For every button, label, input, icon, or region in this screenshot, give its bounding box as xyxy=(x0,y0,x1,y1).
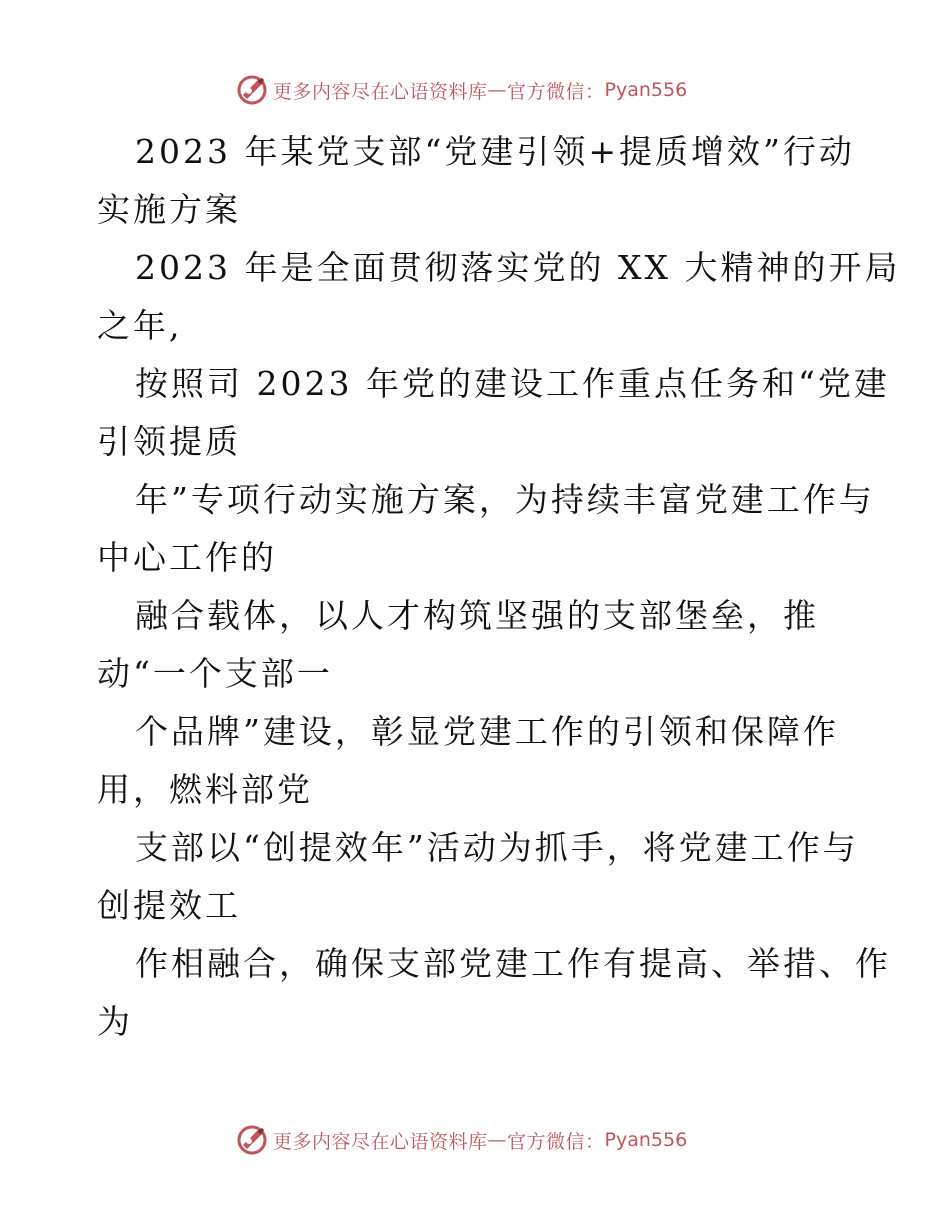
document-body xyxy=(97,123,901,1051)
text-line: 年”专项行动实施方案，为持续丰富党建工作与 xyxy=(135,480,875,519)
watermark-wechat-id: Pyan556 xyxy=(604,1129,688,1151)
brand-logo-icon xyxy=(235,1123,269,1157)
watermark-dash: — xyxy=(487,1129,508,1151)
watermark-text: 更多内容尽在心语资料库 xyxy=(273,80,488,103)
watermark-dash: — xyxy=(487,79,508,101)
text-line: 引领提质 xyxy=(97,422,241,461)
watermark-suffix: 官方微信： xyxy=(507,1130,605,1153)
text-line: 为 xyxy=(97,1002,133,1041)
text-line: 支部以“创提效年”活动为抓手，将党建工作与 xyxy=(135,828,859,867)
text-line: 按照司 2023 年党的建设工作重点任务和“党建 xyxy=(135,364,890,403)
brand-logo-icon xyxy=(235,73,269,107)
watermark-text: 更多内容尽在心语资料库 xyxy=(273,1130,488,1153)
text-line: 之年, xyxy=(97,306,183,345)
header-watermark xyxy=(235,72,687,108)
text-line: 2023 年是全面贯彻落实党的 XX 大精神的开局 xyxy=(135,248,901,287)
text-line: 中心工作的 xyxy=(97,538,277,577)
text-line: 2023 年某党支部“党建引领+提质增效”行动 xyxy=(135,132,855,171)
text-line: 动“一个支部一 xyxy=(97,654,333,693)
text-line: 个品牌”建设，彰显党建工作的引领和保障作 xyxy=(135,712,839,751)
watermark-suffix: 官方微信： xyxy=(507,80,605,103)
watermark-wechat-id: Pyan556 xyxy=(604,79,688,101)
text-line: 用，燃料部党 xyxy=(97,770,313,809)
text-line: 融合载体，以人才构筑坚强的支部堡垒，推 xyxy=(135,596,819,635)
text-line: 实施方案 xyxy=(97,190,241,229)
footer-watermark xyxy=(235,1122,687,1158)
text-line: 创提效工 xyxy=(97,886,241,925)
text-line: 作相融合，确保支部党建工作有提高、举措、作 xyxy=(135,944,891,983)
